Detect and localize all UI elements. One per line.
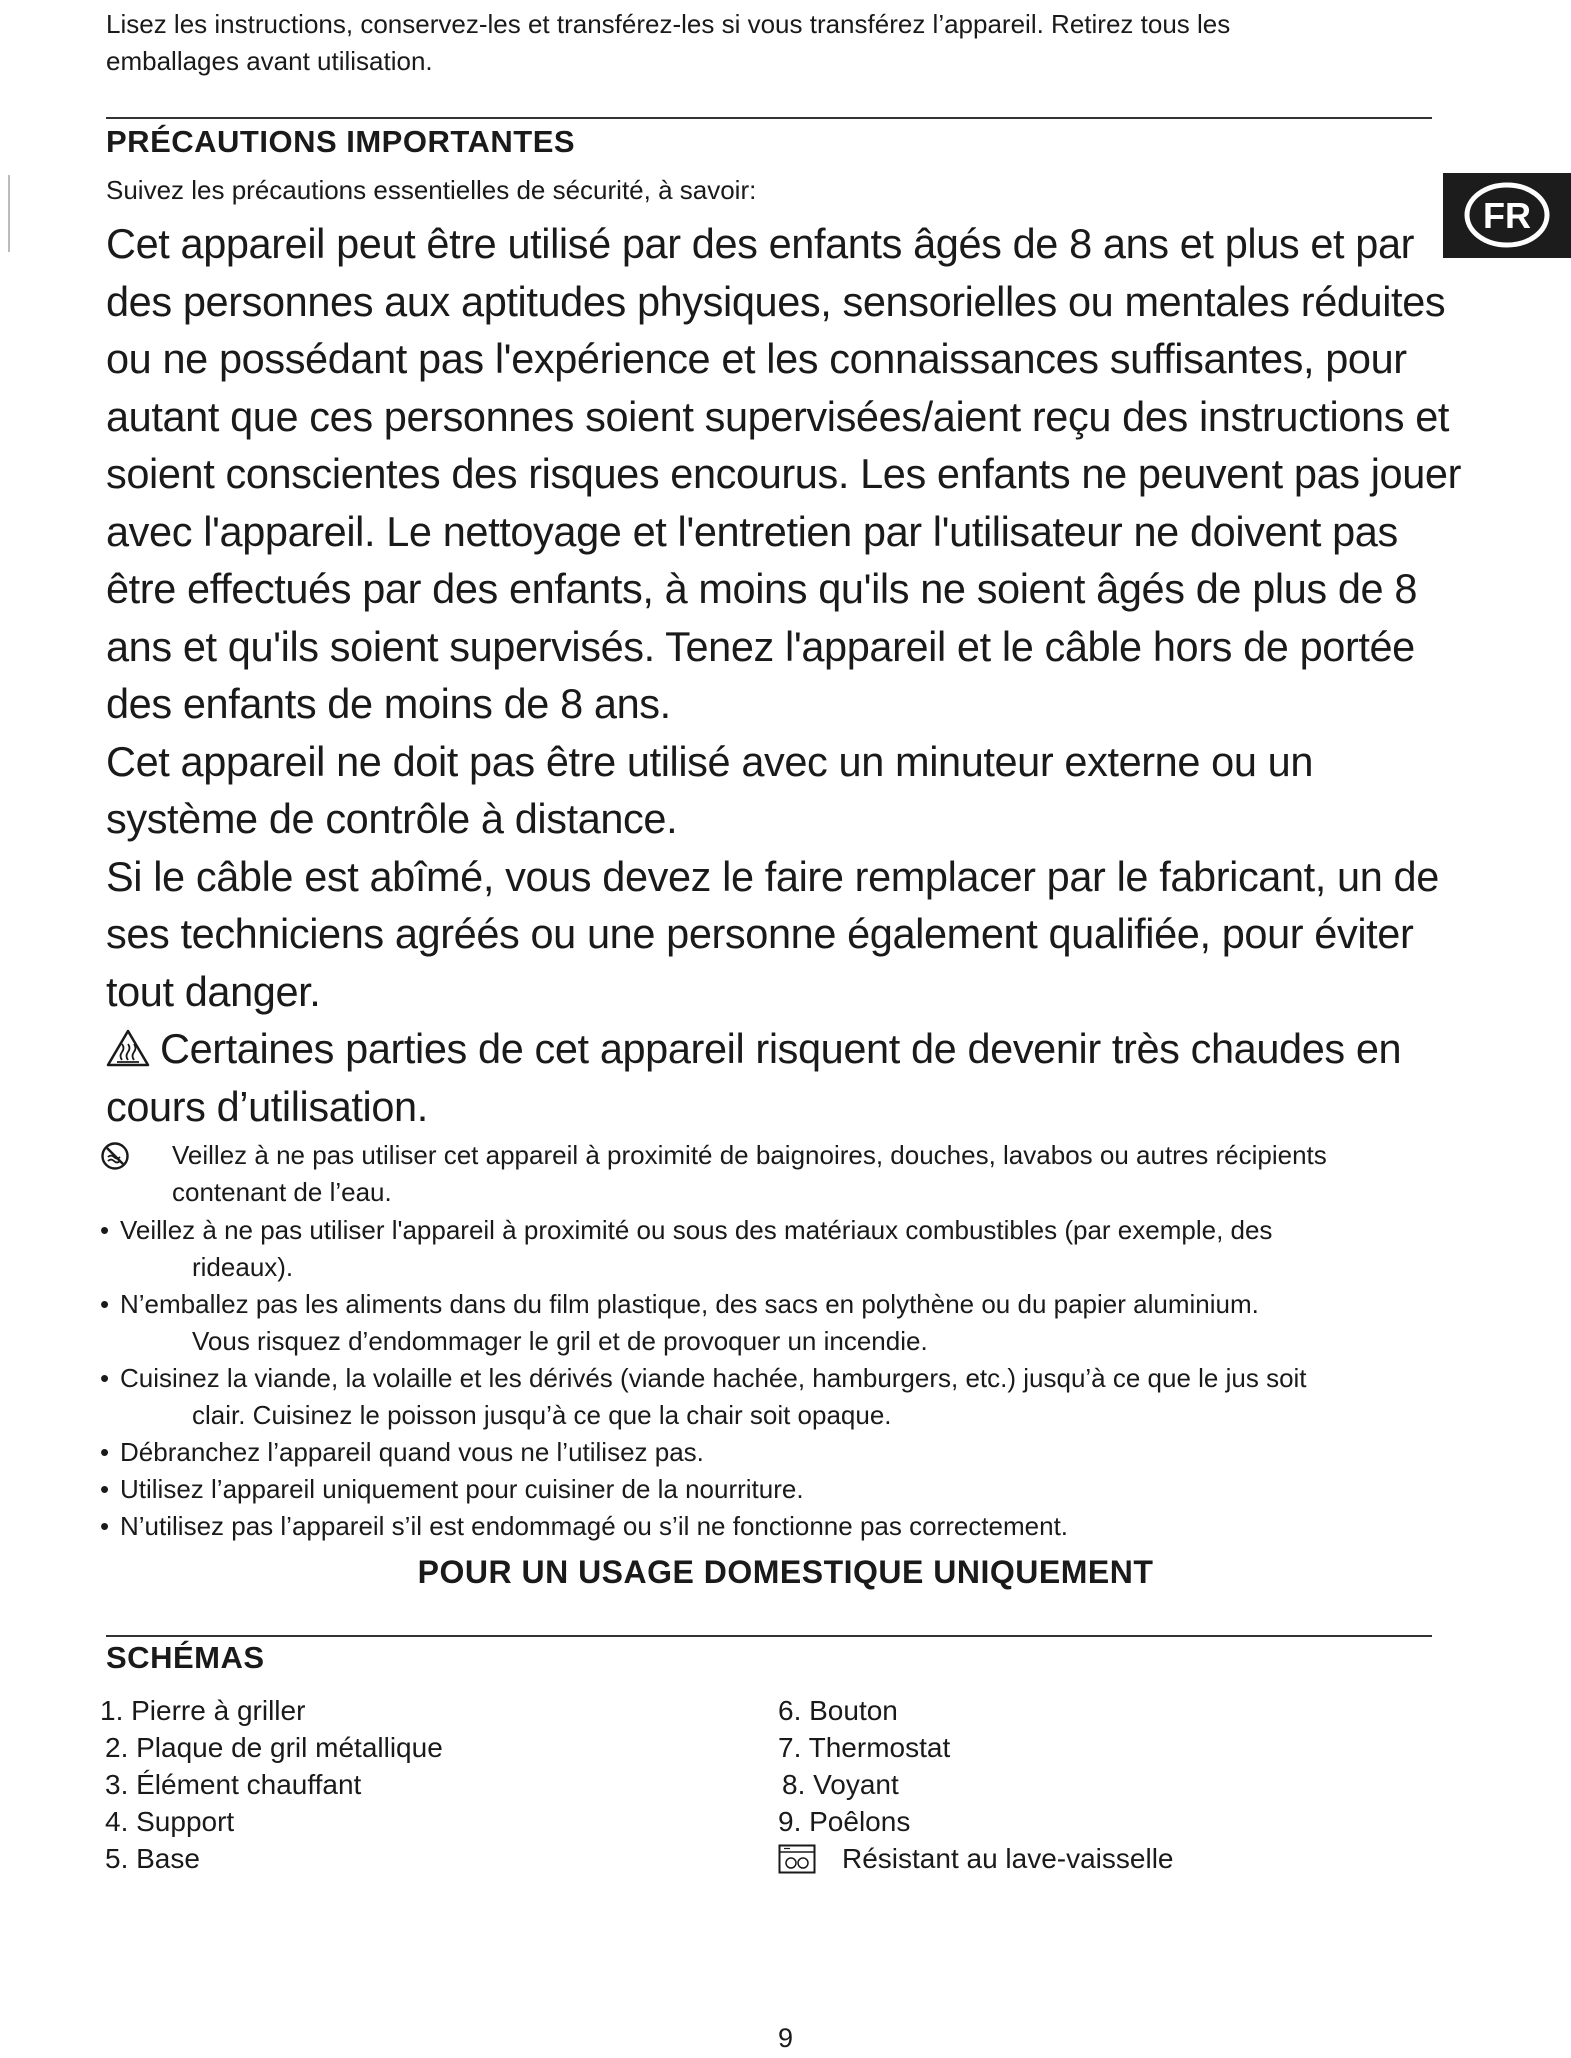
list-item: 6. Bouton — [778, 1695, 898, 1726]
safety-paragraph-timer: Cet appareil ne doit pas être utilisé avec un minuteur externe ou un système de contrôle à distance. — [106, 737, 1314, 842]
intro-line-1: Lisez les instructions, conservez-les et transférez-les si vous transférez l’appareil. Retirez tous les — [106, 9, 1231, 39]
list-item: • Cuisinez la viande, la volaille et les dérivés (viande hachée, hamburgers, etc.) jusqu’à ce que le jus soit clair. Cuisinez le poisson jusqu’à ce que la chair soit opaque. — [100, 1363, 1307, 1430]
hot-surface-text: Certaines parties de cet appareil risquent de devenir très chaudes en cours d’utilisation. — [106, 1025, 1402, 1130]
list-item: 7. Thermostat — [778, 1732, 951, 1763]
safety-paragraph-hot — [106, 1020, 1466, 1135]
safety-paragraph-cable: Si le câble est abîmé, vous devez le faire remplacer par le fabricant, un de ses techniciens agréés ou une personne également qualifiée, pour éviter tout danger. — [106, 852, 1439, 1015]
list-item: • N’emballez pas les aliments dans du film plastique, des sacs en polythène ou du papier aluminium. Vous risquez d’endommager le gril et de provoquer un incendie. — [100, 1289, 1259, 1356]
safety-paragraph-children: Cet appareil peut être utilisé par des enfants âgés de 8 ans et plus et par des personnes aux aptitudes physiques, sensorielles ou mentales réduites ou ne possédant pas l'expérience et les connaissances suffisantes, pour autant que ces personnes soient supervisées/aient reçu des instructions et soient conscientes des risques encourus. Les enfants ne peuvent pas jouer avec l'appareil. Le nettoyage et l'entretien par l'utilisateur ne doivent pas être effectués par des enfants, à moins qu'ils ne soient âgés de plus de 8 ans et qu'ils soient supervisés. Tenez l'appareil et le câble hors de portée des enfants de moins de 8 ans. — [106, 220, 1462, 727]
bath-warning — [100, 1137, 1430, 1211]
divider-top — [106, 117, 1432, 119]
page-number: 9 — [777, 2023, 794, 2053]
dishwasher-safe-label: Résistant au lave-vaisselle — [842, 1843, 1174, 1874]
precautions-title: PRÉCAUTIONS IMPORTANTES — [106, 124, 576, 159]
margin-mark — [8, 175, 10, 252]
parts-list-right — [778, 1692, 1174, 1877]
bath-warning-line-1: Veillez à ne pas utiliser cet appareil à proximité de baignoires, douches, lavabos ou autres récipients — [172, 1140, 1327, 1170]
intro-line-2: emballages avant utilisation. — [106, 46, 433, 76]
list-item: 4. Support — [105, 1806, 235, 1837]
list-item: 2. Plaque de gril métallique — [105, 1732, 443, 1763]
precautions-lead: Suivez les précautions essentielles de sécurité, à savoir: — [106, 175, 757, 205]
bath-warning-line-2: contenant de l’eau. — [172, 1177, 392, 1207]
dishwasher-safe-icon — [778, 1844, 816, 1874]
list-item: 9. Poêlons — [778, 1806, 911, 1837]
parts-list-left — [100, 1692, 443, 1877]
list-item: • Utilisez l’appareil uniquement pour cuisiner de la nourriture. — [100, 1474, 804, 1504]
precautions-list — [100, 1212, 1440, 1545]
domestic-use-notice: POUR UN USAGE DOMESTIQUE UNIQUEMENT — [417, 1554, 1154, 1590]
dishwasher-safe-item — [778, 1840, 1174, 1877]
safety-paragraphs — [106, 215, 1466, 1135]
list-item: • Débranchez l’appareil quand vous ne l’utilisez pas. — [100, 1437, 704, 1467]
list-item: 8. Voyant — [782, 1769, 899, 1800]
list-item: • Veillez à ne pas utiliser l'appareil à proximité ou sous des matériaux combustibles (par exemple, des rideaux). — [100, 1215, 1273, 1282]
list-item: • N’utilisez pas l’appareil s’il est endommagé ou s’il ne fonctionne pas correctement. — [100, 1511, 1069, 1541]
list-item: 5. Base — [105, 1843, 200, 1874]
intro-text — [106, 6, 1346, 80]
divider-schemas — [106, 1635, 1432, 1637]
hot-surface-warning-icon — [106, 1024, 150, 1062]
list-item: 3. Élément chauffant — [105, 1769, 362, 1800]
schemas-title: SCHÉMAS — [106, 1640, 265, 1675]
no-water-icon — [100, 1141, 130, 1171]
language-badge-label: FR — [1483, 195, 1531, 236]
list-item: 1. Pierre à griller — [100, 1695, 306, 1726]
